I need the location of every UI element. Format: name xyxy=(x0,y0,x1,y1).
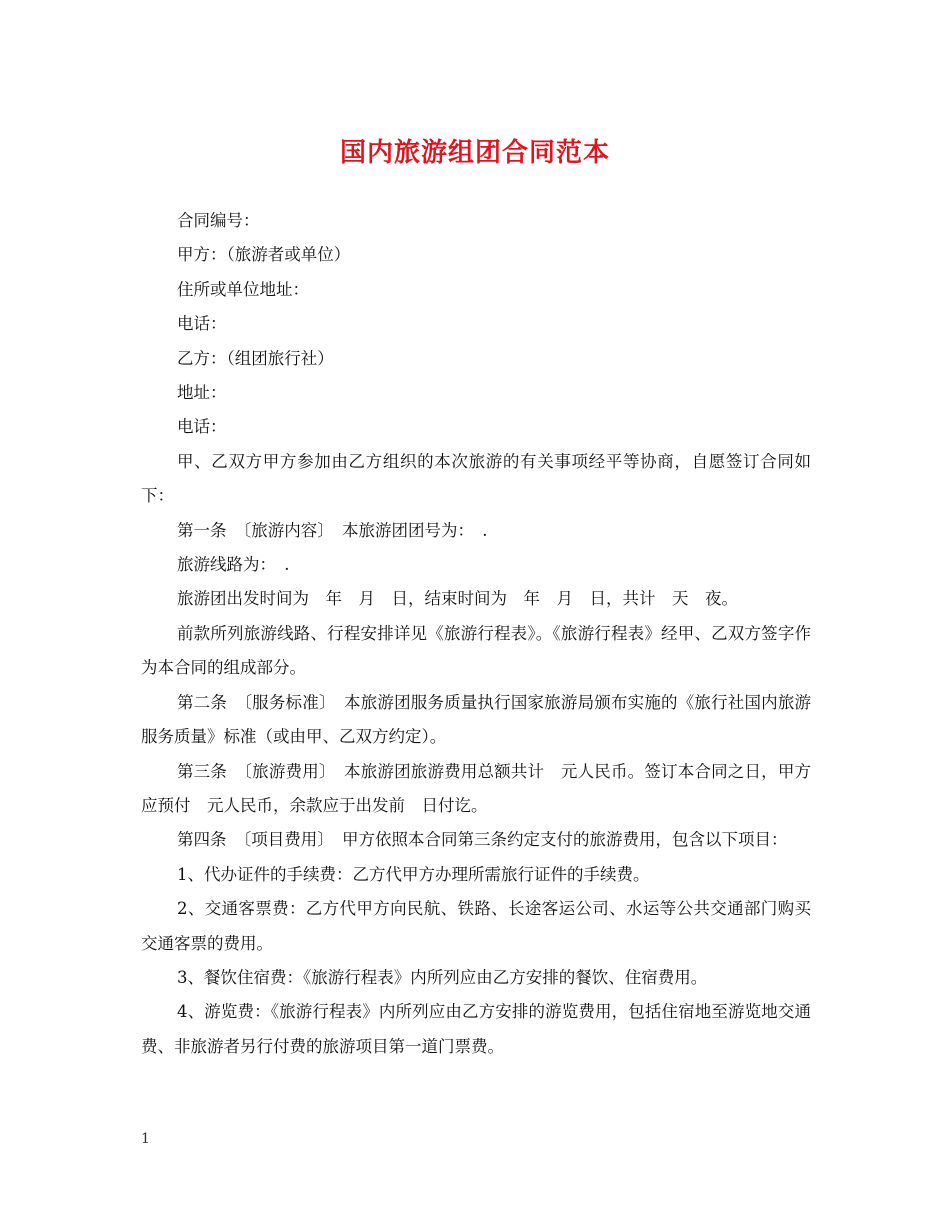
contract-body xyxy=(141,204,811,1064)
fee-item-4: 4、游览费：《旅游行程表》内所列应由乙方安排的游览费用，包括住宿地至游览地交通费、非旅游者另行付费的旅游项目第一道门票费。 xyxy=(141,1002,811,1056)
document-title: 国内旅游组团合同范本 xyxy=(339,138,610,168)
schedule-line: 旅游团出发时间为 年 月 日，结束时间为 年 月 日，共计 天 夜。 xyxy=(177,589,738,609)
party-b-address-line: 地址： xyxy=(177,383,227,403)
party-a-phone-line: 电话： xyxy=(177,314,227,334)
fee-item-1: 1、代办证件的手续费：乙方代甲方办理所需旅行证件的手续费。 xyxy=(177,864,650,884)
page-number: 1 xyxy=(141,1131,150,1147)
party-b-line: 乙方：（组团旅行社） xyxy=(177,348,334,368)
fee-item-2: 2、交通客票费：乙方代甲方向民航、铁路、长途客运公司、水运等公共交通部门购买交通客票的费用。 xyxy=(141,899,811,953)
article-2-paragraph: 第二条 〔服务标准〕 本旅游团服务质量执行国家旅游局颁布实施的《旅行社国内旅游服务质量》标准（或由甲、乙双方约定）。 xyxy=(141,692,811,747)
party-b-phone-line: 电话： xyxy=(177,417,227,437)
party-a-address-line: 住所或单位地址： xyxy=(177,279,309,299)
itinerary-paragraph: 前款所列旅游线路、行程安排详见《旅游行程表》。《旅游行程表》经甲、乙双方签字作为本合同的组成部分。 xyxy=(141,623,811,678)
contract-number-line: 合同编号： xyxy=(177,211,260,230)
article-1-paragraph: 第一条 〔旅游内容〕 本旅游团团号为： . xyxy=(177,520,488,540)
article-4-paragraph: 第四条 〔项目费用〕 甲方依照本合同第三条约定支付的旅游费用，包含以下项目： xyxy=(177,830,788,850)
preamble-paragraph: 甲、乙双方甲方参加由乙方组织的本次旅游的有关事项经平等协商，自愿签订合同如下： xyxy=(141,451,811,506)
route-line: 旅游线路为： . xyxy=(177,555,290,575)
article-3-paragraph: 第三条 〔旅游费用〕 本旅游团旅游费用总额共计 元人民币。签订本合同之日，甲方应预付 元人民币，余款应于出发前 日付讫。 xyxy=(141,761,811,815)
fee-item-3: 3、餐饮住宿费：《旅游行程表》内所列应由乙方安排的餐饮、住宿费用。 xyxy=(177,967,708,987)
party-a-line: 甲方：（旅游者或单位） xyxy=(177,245,351,265)
